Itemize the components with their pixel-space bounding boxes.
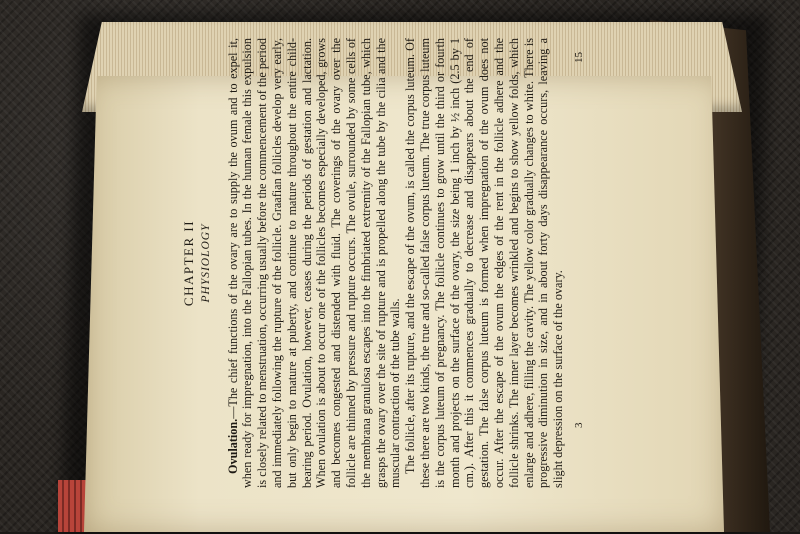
paragraph-corpus-luteum: The follicle, after its rupture, and the escape of the ovum, is called the corpus luteum. Of these there are two kinds, the true and so-called false corpus luteum. The true corpus luteum is the corpus luteum of pregnancy. The follicle continues to grow until the third or fourth month and projects on the surface of the ovary, the size being 1 inch by ½ inch (2.5 by 1 cm.). After this it commences gradually to decrease and disappears about the end of gestation. The false corpus luteum is formed when impregnation of the ovum does not occur. After the escape of the ovum the edges of the rent in the follicle adhere and the follicle shrinks. The inner layer becomes wrinkled and begins to show yellow folds, which enlarge and adhere, filling the cavity. The yellow color gradually changes to white. There is progressive diminution in size, and in about forty days disappearance occurs, leaving a slight depression on the surface of the ovary. [403, 38, 566, 488]
page-number: 15 [572, 52, 585, 63]
paragraph-ovulation [226, 38, 404, 488]
section-title: PHYSIOLOGY [199, 223, 212, 303]
page-footer [572, 38, 587, 488]
chapter-heading: CHAPTER II [181, 219, 196, 307]
ovulation-text: —The chief functions of the ovary are to supply the ovum and to expel it, when ready for impregnation, into the Fallopian tubes. In the human female this expulsion is closely related to menstruation, occurring usually before the commencement of the period and immediately following the rupture of the follicle. Graafian follicles develop very early, but only begin to mature at puberty, and continue to mature throughout the entire child-bearing period. Ovulation, however, ceases during the periods of gestation and lactation. When ovulation is about to occur one of the follicles becomes especially developed, grows and becomes congested and distended with fluid. The coverings of the ovary over the follicle are thinned by pressure and rupture occurs. The ovule, surrounded by some cells of the membrana granulosa escapes into the fimbriated extremity of the Fallopian tube, which grasps the ovary over the site of rupture and is propelled along the tube by the cilia and the muscular contraction of the tube walls. [225, 38, 403, 488]
ovulation-lead: Ovulation. [225, 418, 240, 474]
signature-mark: 3 [572, 422, 585, 428]
page-text [182, 38, 587, 488]
